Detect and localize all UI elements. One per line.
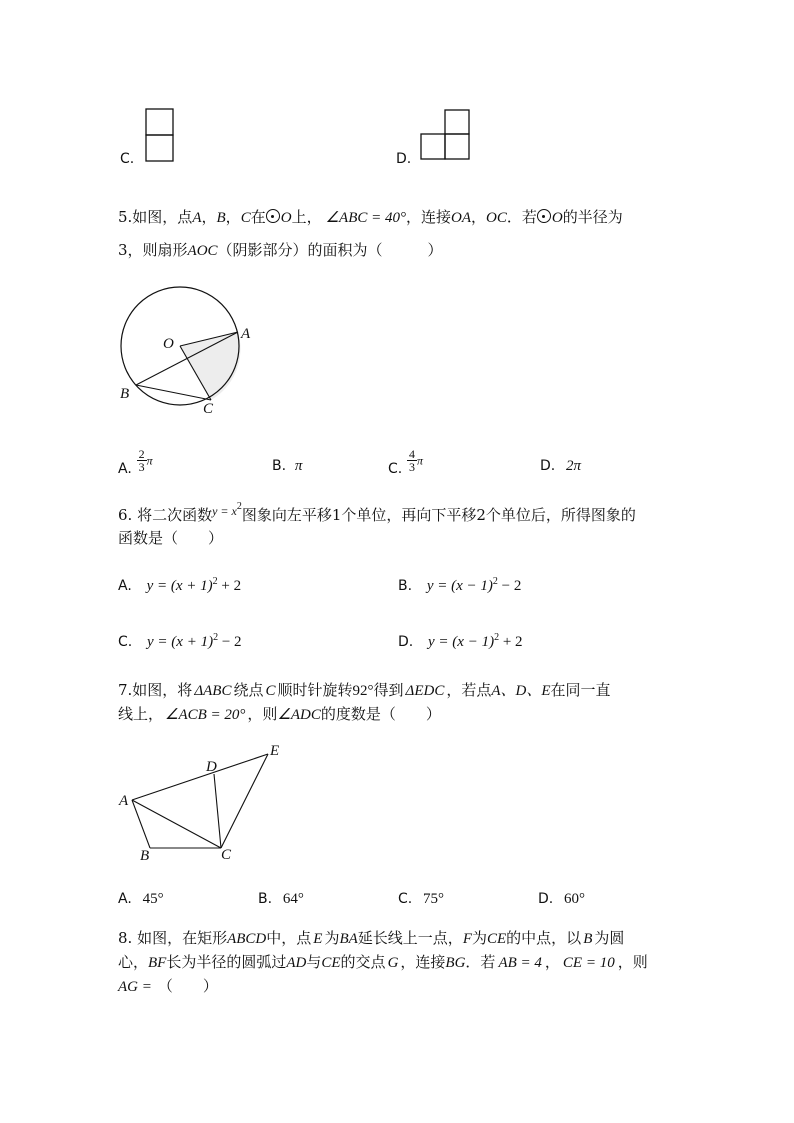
q7-segment-ec bbox=[221, 754, 268, 848]
q6-option-d: D. $y = (x - 1)^2 + 2$ bbox=[398, 632, 523, 650]
q8-line-3: AG = （ ） bbox=[118, 977, 218, 995]
q7-segment-dc bbox=[214, 774, 221, 848]
q7-label-d: D bbox=[206, 759, 217, 775]
q4-option-c-label: C. bbox=[120, 151, 135, 167]
q6-option-b: B. $y = (x - 1)^2 - 2$ bbox=[398, 576, 522, 594]
q4-d-square-left bbox=[421, 134, 445, 159]
q5-circle-figure bbox=[110, 282, 270, 422]
q4-c-square-top bbox=[146, 109, 173, 135]
q6-line-2: 函数是（ ） bbox=[118, 529, 224, 547]
q7-segment-ac bbox=[132, 800, 221, 848]
q7-label-a: A bbox=[119, 793, 129, 809]
q5-label-o: O bbox=[163, 336, 174, 352]
q7-segment-ab bbox=[132, 800, 150, 848]
q6-option-c: C. $y = (x + 1)^2 - 2$ bbox=[118, 632, 242, 650]
q5-option-c: C. $\frac{4}{3}$ π bbox=[388, 447, 424, 477]
q4-d-square-top bbox=[445, 110, 469, 134]
fraction: $\frac{4}{3}$ bbox=[409, 447, 416, 474]
q7-label-b: B bbox=[140, 848, 150, 864]
q5-option-d: D. 2π bbox=[540, 458, 582, 474]
circle-dot-icon bbox=[537, 209, 551, 223]
q5-label-c: C bbox=[203, 401, 214, 417]
q5-option-a: A. $\frac{2}{3}$ π bbox=[118, 447, 153, 477]
q7-label-e: E bbox=[270, 743, 280, 759]
q7-option-b: B. 64° bbox=[258, 891, 304, 907]
q4-d-square-right bbox=[445, 134, 469, 159]
fraction: $\frac{2}{3}$ bbox=[138, 447, 145, 474]
q7-line-2: 线上， ∠ACB = 20° ，则∠ADC的度数是（ ） bbox=[118, 705, 441, 723]
q5-option-b: B. π bbox=[272, 458, 303, 474]
q8-line-1: 8. 如图，在矩形ABCD中，点 E 为BA延长线上一点，F为CE的中点，以 B 为圆 bbox=[118, 929, 625, 947]
q5-shaded-sector bbox=[180, 332, 240, 400]
q4-option-c-figure bbox=[145, 108, 175, 164]
q7-option-a: A. 45° bbox=[118, 891, 164, 907]
q6-line-1: 6. 将二次函数$^{y = x2}$图象向左平移1个单位，再向下平移2个单位后，所得图象的 bbox=[118, 501, 636, 524]
q4-option-d-figure bbox=[419, 109, 473, 163]
q7-option-c: C. 75° bbox=[398, 891, 445, 907]
q5-label-a: A bbox=[241, 326, 251, 342]
q7-label-c: C bbox=[221, 847, 232, 863]
q8-line-2: 心，BF长为半径的圆弧过AD与CE的交点 G ，连接BG．若 AB = 4 ， CE = 10 ，则 bbox=[118, 953, 648, 971]
q4-c-square-bottom bbox=[146, 135, 173, 161]
q7-triangle-figure bbox=[110, 738, 290, 868]
q7-line-ae bbox=[132, 754, 268, 800]
q5-label-b: B bbox=[120, 386, 130, 402]
q5-segment-bc bbox=[136, 385, 211, 400]
q5-line-2: 3，则扇形AOC（阴影部分）的面积为（ ） bbox=[118, 241, 443, 259]
q7-line-1: 7.如图，将 ΔABC 绕点 C 顺时针旋转92°得到 ΔEDC ，若点A、D、E在同一直 bbox=[118, 681, 611, 699]
q5-line-1: 5.如图，点A，B，C在 O上， ∠ABC = 40°，连接OA，OC．若 O的半径为 bbox=[118, 208, 623, 226]
q7-option-d: D. 60° bbox=[538, 891, 586, 907]
circle-dot-icon bbox=[266, 209, 280, 223]
q4-option-d-label: D. bbox=[396, 151, 412, 167]
q6-option-a: A. $y = (x + 1)^2 + 2$ bbox=[118, 576, 242, 594]
